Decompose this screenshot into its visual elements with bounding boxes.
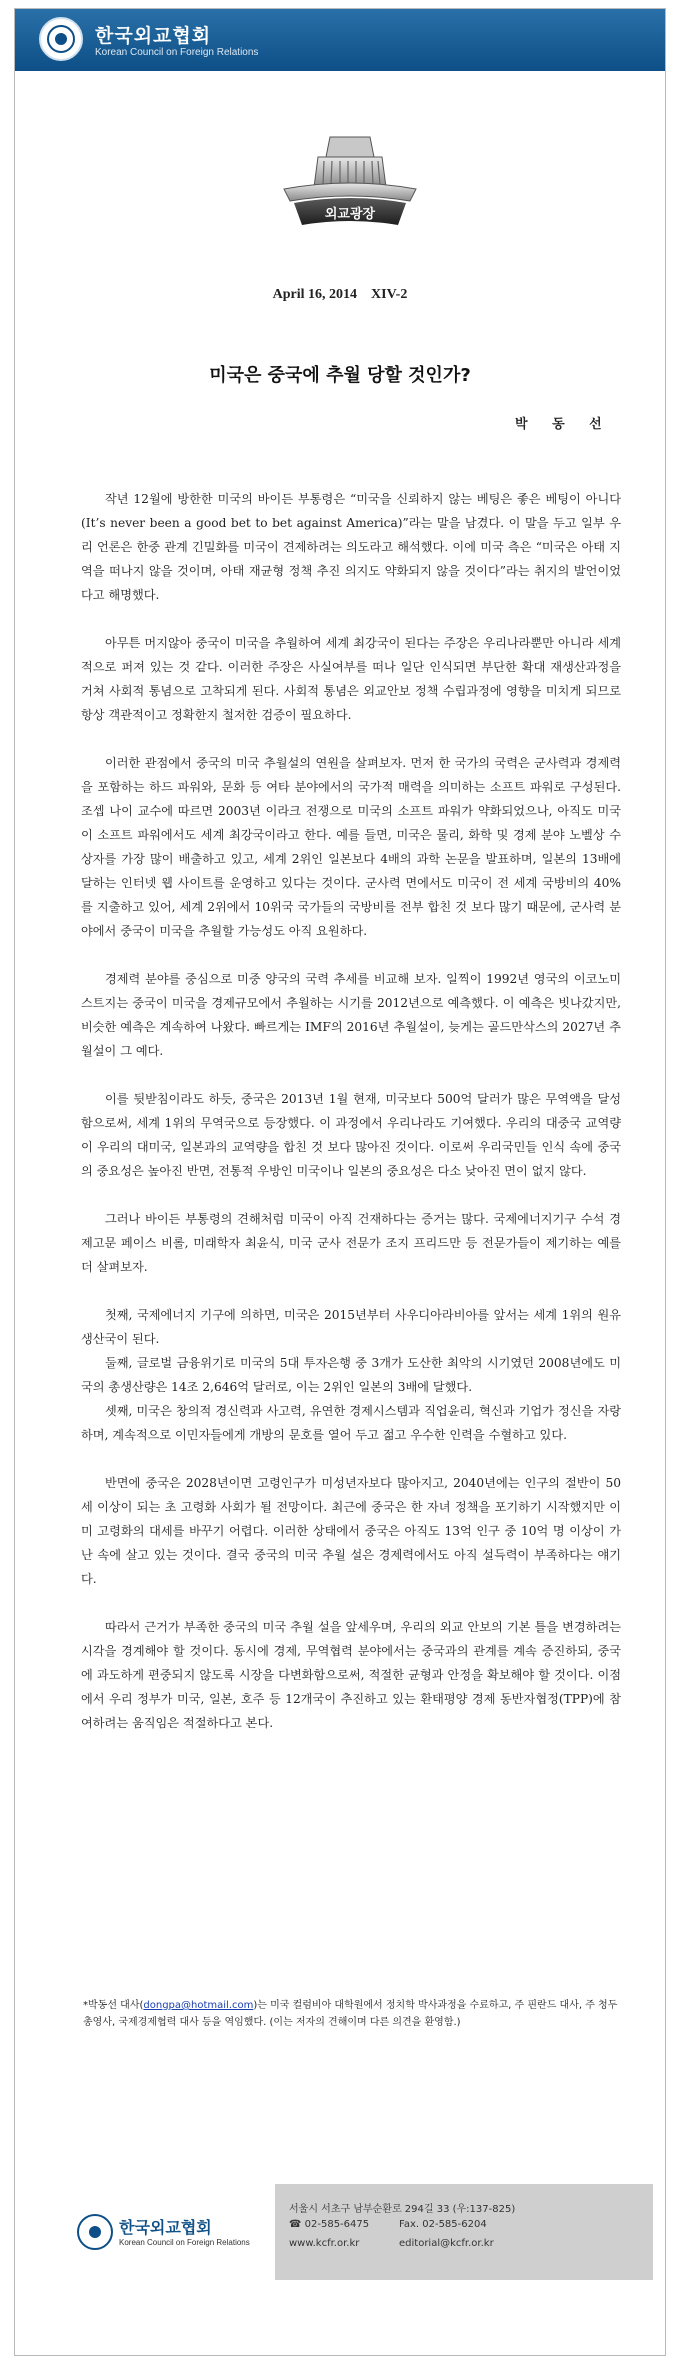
emblem-label: 외교광장 xyxy=(324,207,376,222)
footer-contact-box xyxy=(275,2184,653,2280)
footer-org-name-ko: 한국외교협회 xyxy=(119,2218,212,2237)
point-item: 셋째, 미국은 창의적 경신력과 사고력, 유연한 경제시스템과 직업윤리, 혁신과 기업가 정신을 자랑하며, 계속적으로 이민자들에게 개방의 문호를 열어 두고 젊고 우수한 인력을 수혈하고 있다. xyxy=(81,1404,621,1442)
paragraph: 그러나 바이든 부통령의 견해처럼 미국이 아직 건재하다는 증거는 많다. 국제에너지기구 수석 경제고문 페이스 비롤, 미래학자 최윤식, 미국 군사 전문가 조지 프리드만 등 전문가들이 제기하는 예를 더 살펴보자. xyxy=(81,1212,621,1274)
issue-number: XIV-2 xyxy=(371,287,408,302)
article-title: 미국은 중국에 추월 당할 것인가? xyxy=(209,365,471,386)
author-email-link[interactable]: dongpa@hotmail.com xyxy=(143,2000,254,2011)
footer-fax: Fax. 02-585-6204 xyxy=(399,2219,487,2230)
footer-phone: ☎ 02-585-6475 xyxy=(289,2219,370,2230)
header-banner xyxy=(15,9,665,71)
newsletter-page xyxy=(14,8,666,2356)
footer-address: 서울시 서초구 남부순환로 294길 33 (우:137-825) xyxy=(289,2204,516,2215)
paragraph: 작년 12월에 방한한 미국의 바이든 부통령은 “미국을 신뢰하지 않는 베팅은 좋은 베팅이 아니다(It’s never been a good bet to bet against America)”라는 말을 남겼다. 이 말을 두고 일부 우리 언론은 한중 관계 긴밀화를 미국이 견제하려는 의도라고 해석했다. 이에 미국 측은 “미국은 아태 지역을 떠나지 않을 것이며, 아태 재균형 정책 추진 의지도 약화되지 않을 것이다”라는 취지의 발언이었다고 해명했다. xyxy=(81,492,621,602)
paragraph: 아무튼 머지않아 중국이 미국을 추월하여 세계 최강국이 된다는 주장은 우리나라뿐만 아니라 세계적으로 퍼져 있는 것 같다. 이러한 주장은 사실여부를 떠나 일단 인식되면 부단한 확대 재생산과정을 거쳐 사회적 통념으로 고착되게 된다. 사회적 통념은 외교안보 정책 수립과정에 영향을 미치게 되므로 항상 객관적이고 정확한지 철저한 검증이 필요하다. xyxy=(81,636,621,722)
kcfr-logo-icon xyxy=(39,17,83,61)
paragraph: 경제력 분야를 중심으로 미중 양국의 국력 추세를 비교해 보자. 일찍이 1992년 영국의 이코노미스트지는 중국이 미국을 경제규모에서 추월하는 시기를 2012년으로 예측했다. 이 예측은 빗나갔지만, 비슷한 예측은 계속하여 나왔다. 빠르게는 IMF의 2016년 추월설이, 늦게는 골드만삭스의 2027년 추월설이 그 예다. xyxy=(81,972,621,1058)
footer-website[interactable]: www.kcfr.or.kr xyxy=(289,2238,360,2249)
footer xyxy=(15,2184,665,2280)
paragraph: 반면에 중국은 2028년이면 고령인구가 미성년자보다 많아지고, 2040년에는 인구의 절반이 50세 이상이 되는 초 고령화 사회가 될 전망이다. 최근에 중국은 한 자녀 정책을 포기하기 시작했지만 이미 고령화의 대세를 바꾸기 어렵다. 이러한 상태에서 중국은 아직도 13억 인구 중 10억 명 이상이 가난 속에 살고 있는 것이다. 결국 중국의 미국 추월 설은 경제력에서도 아직 설득력이 부족하다는 얘기다. xyxy=(81,1476,621,1586)
org-name-en: Korean Council on Foreign Relations xyxy=(95,47,259,58)
article-author: 박 동 선 xyxy=(515,417,612,432)
footer-org-name-en: Korean Council on Foreign Relations xyxy=(119,2238,250,2247)
issue-date: April 16, 2014 xyxy=(272,287,358,302)
footer-email[interactable]: editorial@kcfr.or.kr xyxy=(399,2238,494,2249)
paragraph: 이를 뒷받침이라도 하듯, 중국은 2013년 1월 현재, 미국보다 500억 달러가 많은 무역액을 달성함으로써, 세계 1위의 무역국으로 등장했다. 이 과정에서 우리나라도 기여했다. 우리의 대중국 교역량이 우리의 대미국, 일본과의 교역량을 합친 것 보다 많아진 것이다. 이로써 우리국민들 인식 속에 중국의 중요성은 높아진 반면, 전통적 우방인 미국이나 일본의 중요성은 다소 낮아진 면이 없지 않다. xyxy=(81,1092,621,1178)
paragraph: 따라서 근거가 부족한 중국의 미국 추월 설을 앞세우며, 우리의 외교 안보의 기본 틀을 변경하려는 시각을 경계해야 할 것이다. 동시에 경제, 무역협력 분야에서는 중국과의 관계를 계속 증진하되, 중국에 과도하게 편중되지 않도록 시장을 다변화함으로써, 적절한 균형과 안정을 확보해야 할 것이다. 이점에서 우리 정부가 미국, 일본, 호주 등 12개국이 추진하고 있는 환태평양 경제 동반자협정(TPP)에 참여하려는 움직임은 적절하다고 본다. xyxy=(81,1620,621,1730)
diplomacy-plaza-emblem-icon xyxy=(270,117,430,257)
point-item: 첫째, 국제에너지 기구에 의하면, 미국은 2015년부터 사우디아라비아를 앞서는 세계 1위의 원유 생산국이 된다. xyxy=(81,1308,621,1346)
point-item: 둘째, 글로벌 금융위기로 미국의 5대 투자은행 중 3개가 도산한 최악의 시기였던 2008년에도 미국의 총생산량은 14조 2,646억 달러로, 이는 2위인 일본의 3배에 달했다. xyxy=(81,1356,621,1394)
org-name-ko: 한국외교협회 xyxy=(95,25,212,47)
footer-logo-icon xyxy=(77,2214,113,2250)
paragraph: 이러한 관점에서 중국의 미국 추월설의 연원을 살펴보자. 먼저 한 국가의 국력은 군사력과 경제력을 포함하는 하드 파워와, 문화 등 여타 분야에서의 국가적 매력을 의미하는 소프트 파워로 구성된다. 조셉 나이 교수에 따르면 2003년 이라크 전쟁으로 미국의 소프트 파워가 약화되었으나, 아직도 미국이 소프트 파워에서도 세계 최강국이라고 한다. 예를 들면, 미국은 물리, 화학 및 경제 분야 노벨상 수상자를 가장 많이 배출하고 있고, 세계 2위인 일본보다 4배의 과학 논문을 발표하며, 일본의 13배에 달하는 인터넷 웹 사이트를 운영하고 있다는 것이다. 군사력 면에서도 미국이 전 세계 국방비의 40%를 지출하고 있어, 세계 2위에서 10위국 국가들의 국방비를 전부 합친 것 보다 많기 때문에, 군사력 분야에서 중국이 미국을 추월할 가능성도 아직 요원하다. xyxy=(81,756,621,938)
author-note xyxy=(83,1997,623,2031)
author-note-prefix: *박동선 대사( xyxy=(83,2000,144,2011)
article-body xyxy=(81,487,621,1735)
issue-info xyxy=(15,287,665,303)
author-note-suffix: )는 미국 컬럼비아 대학원에서 정치학 박사과정을 수료하고, 주 핀란드 대사, 주 청두 총영사, 국제경제협력 대사 등을 역임했다. (이는 저자의 견해이며 다른 의견을 환영함.) xyxy=(83,2000,618,2028)
